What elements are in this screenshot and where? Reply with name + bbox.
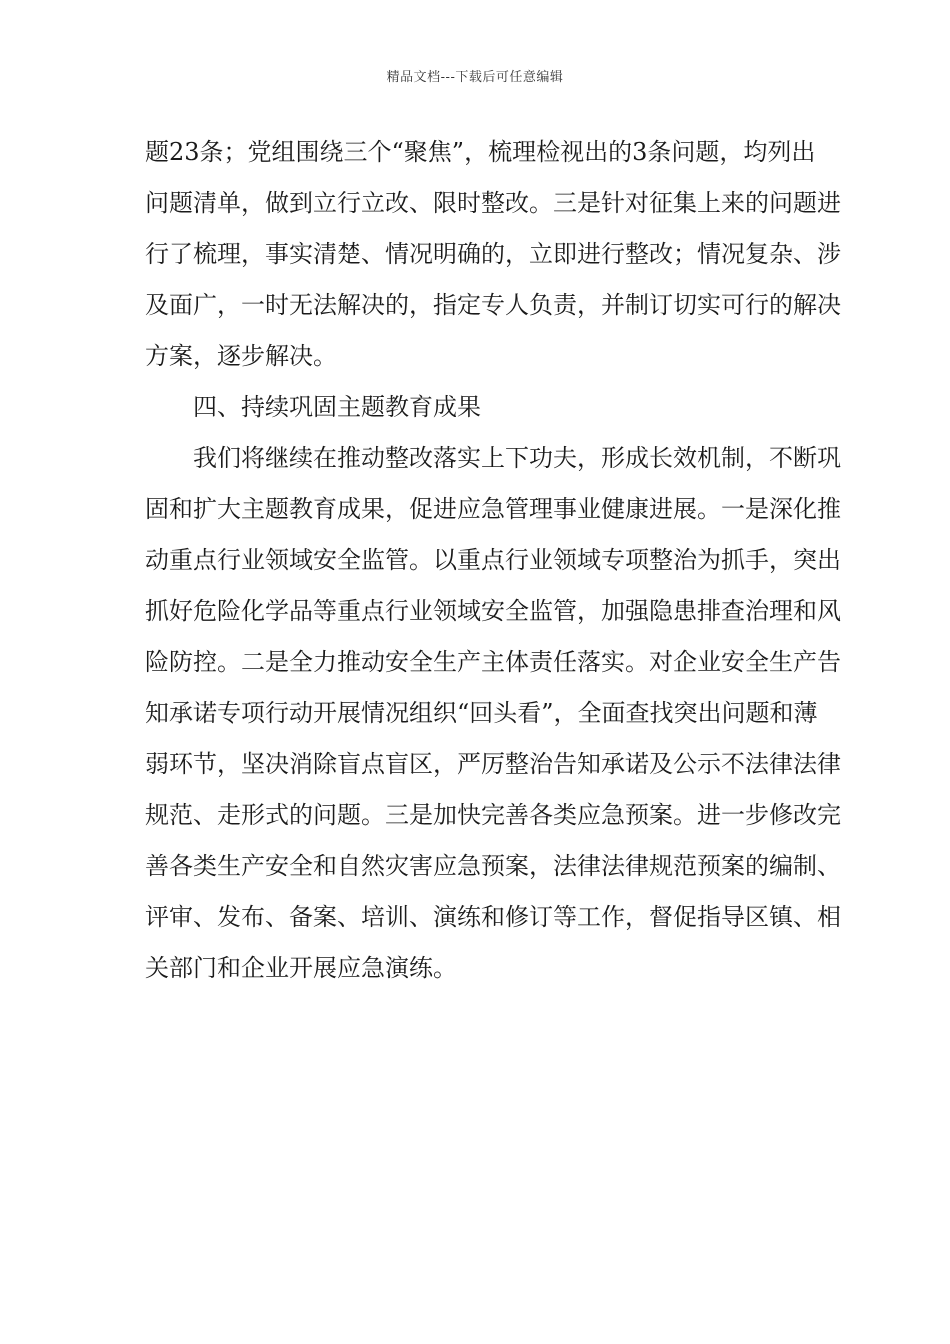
body-line: 问题清单，做到立行立改、限时整改。三是针对征集上来的问题进: [145, 189, 841, 217]
page-header: 精品文档---下载后可任意编辑: [386, 70, 564, 85]
body-line: 善各类生产安全和自然灾害应急预案，法律法律规范预案的编制、: [145, 852, 841, 880]
body-line: 题23条；党组围绕三个“聚焦”，梳理检视出的3条问题，均列出: [145, 138, 816, 166]
body-line: 弱环节，坚决消除盲点盲区，严厉整治告知承诺及公示不法律法律: [145, 750, 841, 778]
body-line: 动重点行业领域安全监管。以重点行业领域专项整治为抓手，突出: [145, 546, 841, 574]
body-line: 险防控。二是全力推动安全生产主体责任落实。对企业安全生产告: [145, 648, 841, 676]
body-line: 及面广，一时无法解决的，指定专人负责，并制订切实可行的解决: [145, 291, 841, 319]
body-line: 知承诺专项行动开展情况组织“回头看”，全面查找突出问题和薄: [145, 699, 818, 727]
body-line: 方案，逐步解决。: [145, 342, 337, 370]
document-body: [145, 127, 841, 994]
body-line: 我们将继续在推动整改落实上下功夫，形成长效机制，不断巩: [193, 444, 841, 472]
body-line: 关部门和企业开展应急演练。: [145, 954, 457, 982]
body-line: 规范、走形式的问题。三是加快完善各类应急预案。进一步修改完: [145, 801, 841, 829]
body-line: 行了梳理，事实清楚、情况明确的，立即进行整改；情况复杂、涉: [145, 240, 841, 268]
body-line: 抓好危险化学品等重点行业领域安全监管，加强隐患排查治理和风: [145, 597, 841, 625]
body-line: 固和扩大主题教育成果，促进应急管理事业健康进展。一是深化推: [145, 495, 841, 523]
section-heading: 四、持续巩固主题教育成果: [193, 393, 481, 421]
body-line: 评审、发布、备案、培训、演练和修订等工作，督促指导区镇、相: [145, 903, 841, 931]
